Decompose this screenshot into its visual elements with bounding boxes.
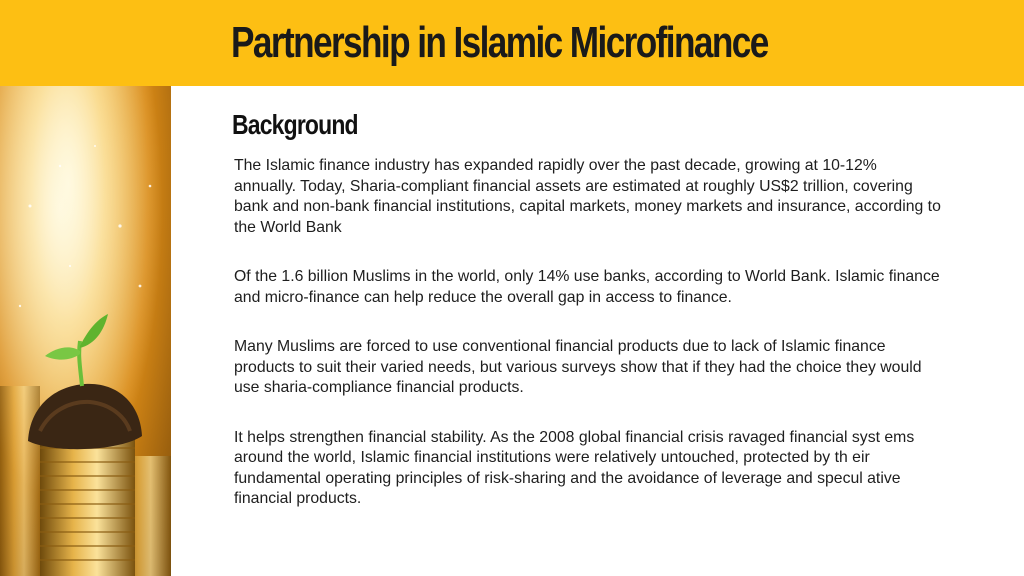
sprout-coins-image — [0, 86, 171, 576]
plant-sprout-on-coins-image — [0, 86, 171, 576]
paragraph: Of the 1.6 billion Muslims in the world, only 14% use banks, according to World Bank. Islamic finance and micro-finance can help reduce the overall gap in access to finance. — [234, 268, 940, 306]
paragraph: It helps strengthen financial stability. As the 2008 global financial crisis ravaged financial syst ems around the world, Islamic financial institutions were relatively untouched, protected by th eir fundamental operating principles of risk-sharing and the avoidance of leverage and specul ative financial products. — [234, 428, 915, 507]
paragraph: Many Muslims are forced to use conventional financial products due to lack of Islamic finance products to suit their varied needs, but various surveys show that if they had the choice they would use sharia-compliance financial products. — [234, 338, 922, 396]
section-heading: Background — [232, 109, 358, 140]
title-bar — [0, 0, 1024, 86]
body-text — [234, 156, 942, 539]
slide-title: Partnership in Islamic Microfinance — [231, 18, 768, 67]
paragraph: The Islamic finance industry has expanded rapidly over the past decade, growing at 10-12% annually. Today, Sharia-compliant financial assets are estimated at roughly US$2 trillion, covering bank and non-bank financial institutions, capital markets, money markets and insurance, according to the World Bank — [234, 157, 941, 236]
